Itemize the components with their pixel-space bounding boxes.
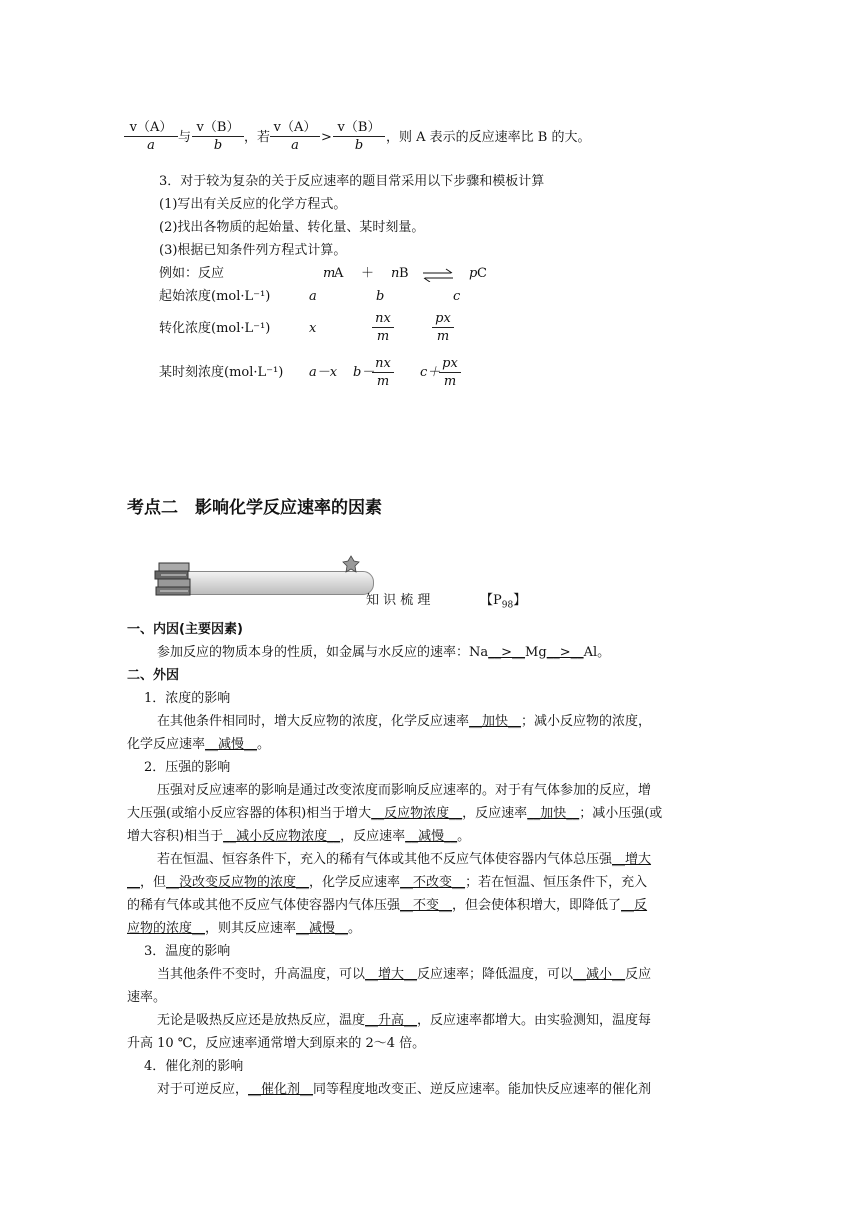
row-initial-a: a	[309, 289, 317, 304]
row-initial-label: 起始浓度(mol·L⁻¹)	[159, 289, 271, 304]
para-inert-1: 若在恒温、恒容条件下，充入的稀有气体或其他不反应气体使容器内气体总压强__增大	[157, 852, 652, 867]
books-icon	[152, 557, 196, 601]
fraction-vb-b-2: $\frac{v(B)}{b}$	[333, 120, 385, 155]
row-change-x: x	[309, 321, 317, 336]
para-concentration-2: 化学反应速率__减慢__。	[127, 737, 271, 752]
fraction-px-m: $\frac{px}{m}$	[432, 311, 454, 346]
row-moment-b: b－	[353, 365, 375, 380]
para-temperature-3: 无论是吸热反应还是放热反应，温度__升高__，反应速率都增大。由实验测知，温度每	[157, 1013, 652, 1028]
coef-m: m	[323, 266, 336, 281]
heading-concentration: 1．浓度的影响	[144, 691, 231, 706]
heading-internal: 一、内因(主要因素)	[127, 622, 243, 637]
row-moment-a: a－x	[309, 365, 338, 380]
text-yu: 与	[178, 130, 192, 145]
heading-temperature: 3．温度的影响	[144, 944, 231, 959]
section-title: 考点二 影响化学反应速率的因素	[127, 498, 382, 518]
fraction-px-m-2: $\frac{px}{m}$	[439, 356, 461, 391]
para-inert-4: 应物的浓度__，则其反应速率__减慢__。	[127, 921, 362, 936]
coef-n: n	[391, 266, 400, 281]
para-inert-3: 的稀有气体或其他不反应气体使容器内气体压强__不变__，但会使体积增大，即降低了__反	[127, 898, 648, 913]
para-inert-2: __，但__没改变反应物的浓度__，化学反应速率__不改变__；若在恒温、恒压条件下，充入	[127, 875, 648, 890]
steps-intro: 3．对于较为复杂的关于反应速率的题目常采用以下步骤和模板计算	[159, 174, 545, 189]
heading-external: 二、外因	[127, 668, 180, 683]
row-initial-b: b	[376, 289, 385, 304]
example-label: 例如：反应	[159, 266, 225, 281]
banner-label: 知 识 梳 理	[366, 593, 431, 608]
row-initial-c: c	[453, 289, 461, 304]
fraction-va-a: $\frac{v(A)}{a}$	[124, 120, 178, 155]
species-b: B	[399, 266, 409, 281]
step-3: (3)根据已知条件列方程式计算。	[159, 243, 347, 258]
coef-p: p	[469, 266, 478, 281]
reversible-arrow-icon	[421, 268, 455, 282]
banner-bar	[172, 571, 374, 595]
fraction-nx-m: $\frac{nx}{m}$	[372, 311, 394, 346]
para-pressure-1: 压强对反应速率的影响是通过改变浓度而影响反应速率的。对于有气体参加的反应，增	[157, 783, 652, 798]
leaf-icon	[342, 555, 360, 573]
text-conclusion: ，则 A 表示的反应速率比 B 的大。	[386, 130, 591, 145]
para-pressure-3: 增大容积)相当于__减小反应物浓度__，反应速率__减慢__。	[127, 829, 471, 844]
fraction-nx-m-2: $\frac{nx}{m}$	[372, 356, 394, 391]
row-moment-label: 某时刻浓度(mol·L⁻¹)	[159, 365, 284, 380]
para-catalyst-1: 对于可逆反应，__催化剂__同等程度地改变正、逆反应速率。能加快反应速率的催化剂	[157, 1082, 652, 1097]
step-1: (1)写出有关反应的化学方程式。	[159, 197, 347, 212]
para-temperature-4: 升高 10 ℃，反应速率通常增大到原来的 2～4 倍。	[127, 1036, 426, 1051]
heading-catalyst: 4．催化剂的影响	[144, 1059, 244, 1074]
para-internal: 参加反应的物质本身的性质，如金属与水反应的速率：Na__>__Mg__>__Al。	[157, 645, 611, 660]
species-c: C	[477, 266, 487, 281]
step-2: (2)找出各物质的起始量、转化量、某时刻量。	[159, 220, 425, 235]
species-a: A	[334, 266, 344, 281]
plus-sign: ＋	[361, 266, 375, 281]
fraction-va-a-2: $\frac{v(A)}{a}$	[270, 120, 320, 155]
para-pressure-2: 大压强(或缩小反应容器的体积)相当于增大__反应物浓度__，反应速率__加快__；减小压强(或	[127, 806, 663, 821]
banner-ref: 【$P_{98}$】	[480, 593, 527, 611]
text-gt: >	[321, 130, 332, 145]
fraction-vb-b: $\frac{v(B)}{b}$	[192, 120, 244, 155]
row-moment-c: c＋	[420, 365, 441, 380]
para-temperature-1: 当其他条件不变时，升高温度，可以__增大__反应速率；降低温度，可以__减小__反应	[157, 967, 652, 982]
knowledge-banner	[152, 555, 367, 605]
para-temperature-2: 速率。	[127, 990, 167, 1005]
row-change-label: 转化浓度(mol·L⁻¹)	[159, 321, 271, 336]
text-ruo: ，若	[244, 130, 271, 145]
para-concentration-1: 在其他条件相同时，增大反应物的浓度，化学反应速率__加快__；减小反应物的浓度，	[157, 714, 652, 729]
heading-pressure: 2．压强的影响	[144, 760, 231, 775]
